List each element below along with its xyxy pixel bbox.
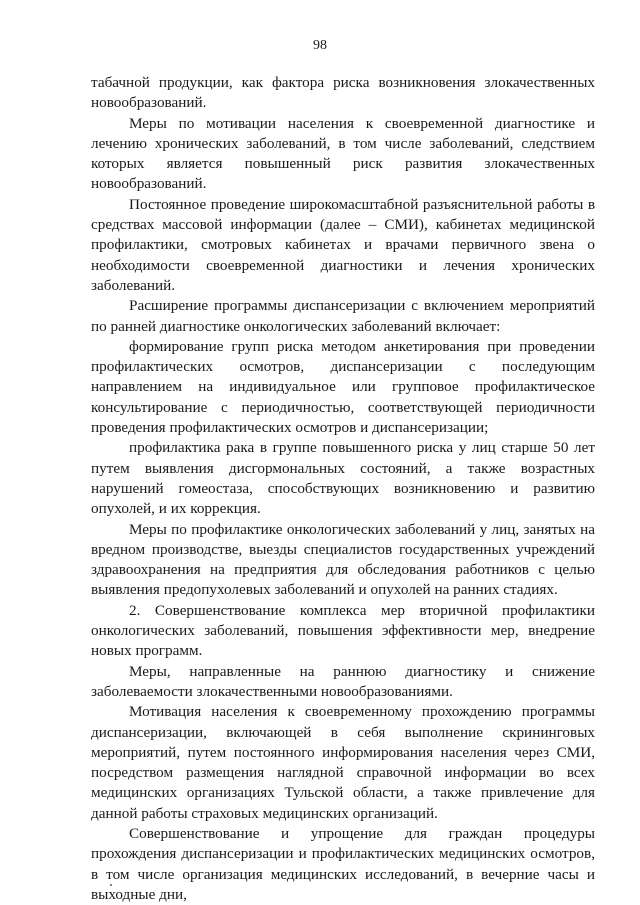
paragraph-dispensary-expansion: Расширение программы диспансеризации с включением мероприятий по ранней диагностике онкологических заболеваний включает:: [91, 297, 595, 335]
paragraph-motivation-measures: Меры по мотивации населения к своевременной диагностике и лечению хронических заболеваний, в том числе заболеваний, следствием которых является повышенный риск развития злокачественных новообразований.: [91, 114, 595, 193]
paragraph-risk-groups: формирование групп риска методом анкетирования при проведении профилактических осмотров, диспансеризации с последующим направлением на индивидуальное или групповое профилактическое консультирование с периодичностью, соответствующей периодичности проведения профилактических осмотров и диспансеризации;: [91, 337, 595, 437]
paragraph-screening-motivation: Мотивация населения к своевременному прохождению программы диспансеризации, включающей в себя выполнение скрининговых мероприятий, путем постоянного информирования населения через СМИ, посредством размещения наглядной справочной информации во всех медицинских организациях Тульской области, а также привлечение для данной работы страховых медицинских организаций.: [91, 703, 595, 822]
paragraph-media-outreach: Постоянное проведение широкомасштабной разъяснительной работы в средствах массовой информации (далее – СМИ), кабинетах медицинской профилактики, смотровых кабинетах и врачами первичного звена о необходимости своевременной диагностики и лечения хронических заболеваний.: [91, 195, 595, 294]
page-number: 98: [313, 38, 327, 53]
paragraph-hazardous-work: Меры по профилактике онкологических заболеваний у лиц, занятых на вредном производстве, выезды специалистов государственных учреждений здравоохранения на предприятия для обследования работников с целью выявления предопухолевых заболеваний и опухолей на ранних стадиях.: [91, 520, 595, 599]
paragraph-tobacco-continuation: табачной продукции, как фактора риска возникновения злокачественных новообразований.: [91, 74, 595, 112]
paragraph-cancer-prevention: профилактика рака в группе повышенного риска у лиц старше 50 лет путем выявления дисгормональных состояний, а также возрастных нарушений гомеостаза, способствующих возникновению и развитию опухолей, и их коррекция.: [91, 439, 595, 518]
paragraph-early-diagnostics: Меры, направленные на раннюю диагностику и снижение заболеваемости злокачественными новообразованиями.: [91, 662, 595, 700]
document-body: [91, 73, 595, 905]
scan-artifact: [110, 884, 112, 886]
paragraph-procedure-simplification: Совершенствование и упрощение для граждан процедуры прохождения диспансеризации и профилактических медицинских осмотров, в том числе организация медицинских исследований, в вечерние часы и выходные дни,: [91, 824, 595, 903]
paragraph-secondary-prevention: 2. Совершенствование комплекса мер вторичной профилактики онкологических заболеваний, повышения эффективности мер, внедрение новых программ.: [91, 601, 595, 660]
